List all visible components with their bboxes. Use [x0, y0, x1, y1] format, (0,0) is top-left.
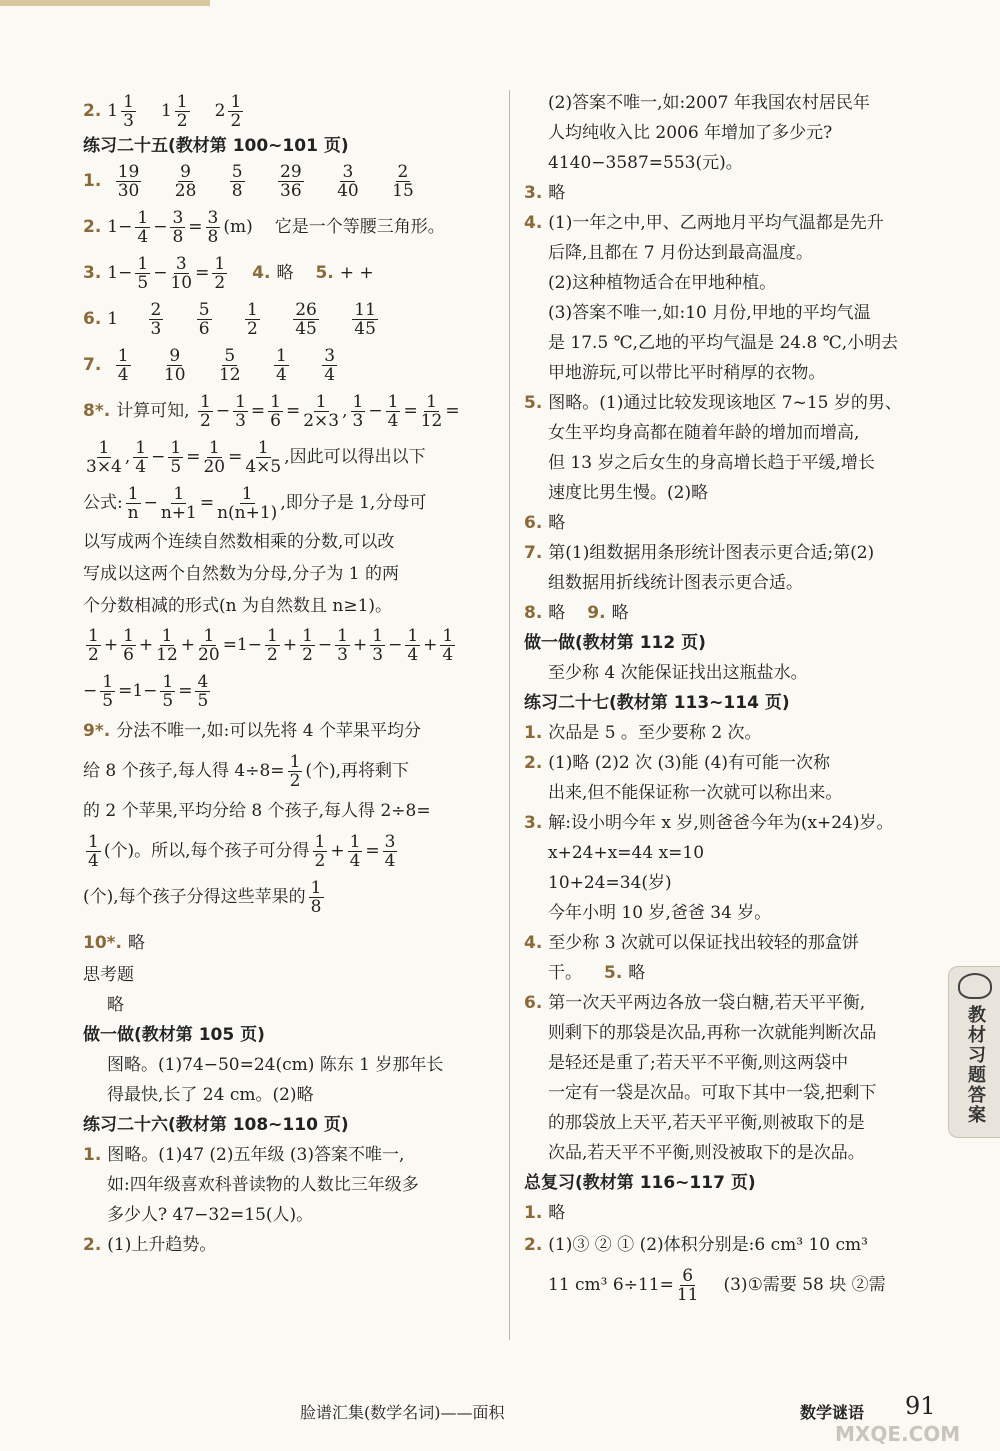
answer-26-4-line1: 4. (1)一年之中,甲、乙两地月平均气温都是先升 — [524, 213, 884, 233]
answer-27-6-line4: 一定有一袋是次品。可取下其中一袋,把剩下 — [548, 1083, 877, 1103]
answer-27-4-5: 干。 5. 略 — [548, 963, 646, 983]
answer-26-5-line2: 女生平均身高都在随着年龄的增加而增高, — [548, 423, 860, 443]
answer-25-6: 6. 1 $\frac{2}{3}$ $\frac{5}{6}$ $\frac{1}{2}$ $\frac{26}{45}$ $\frac{11}{45}$ — [83, 300, 376, 339]
footer-text: 脸谱汇集(数学名词)——面积 — [300, 1403, 505, 1422]
answer-27-3-line4: 今年小明 10 岁,爸爸 34 岁。 — [548, 903, 772, 923]
footer-label: 数学谜语 — [800, 1403, 865, 1422]
answer-25-8-line2: $\frac{1}{3\times 4}$ , $\frac{1}{4}$ − $\frac{1}{5}$ = $\frac{1}{20}$ = $\frac{1}{4\times 5}$ ,因此可以得出以下 — [86, 438, 426, 477]
answer-27-3-line3: 10+24=34(岁) — [548, 873, 672, 893]
section-title-27: 练习二十七(教材第 113~114 页) — [524, 693, 790, 713]
answer-27-4-line1: 4. 至少称 3 次就可以保证找出较轻的那盒饼 — [524, 933, 859, 953]
answer-25-8-line5: 写成以这两个自然数为分母,分子为 1 的两 — [83, 564, 400, 584]
answer-25-8-line3: 公式: $\frac{1}{n}$ − $\frac{1}{n+1}$ = $\frac{1}{n(n+1)}$ ,即分子是 1,分母可 — [83, 484, 427, 523]
answer-26-5-line3: 但 13 岁之后女生的身高增长趋于平缓,增长 — [548, 453, 875, 473]
page-number: 91 — [905, 1392, 936, 1420]
watermark: MXQE.COM — [835, 1422, 961, 1446]
answer-25-9-line2: 给 8 个孩子,每人得 4÷8= $\frac{1}{2}$ (个),再将剩下 — [83, 752, 410, 791]
answer-26-8-9: 8. 略 9. 略 — [524, 603, 629, 623]
answer-27-2-line1: 2. (1)略 (2)2 次 (3)能 (4)有可能一次称 — [524, 753, 831, 773]
answer-25-8-line6: 个分数相减的形式(n 为自然数且 n≥1)。 — [83, 596, 393, 616]
side-tab — [948, 966, 1000, 1138]
answer-27-6-line5: 的那袋放上天平,若天平平衡,则被取下的是 — [548, 1113, 865, 1133]
section-title-112: 做一做(教材第 112 页) — [524, 633, 706, 653]
answer-26-4-line6: 甲地游玩,可以带比平时稍厚的衣物。 — [548, 363, 826, 383]
answer-26-1-line2: 如:四年级喜欢科普读物的人数比三年级多 — [107, 1175, 419, 1195]
answer-25-9-line4: $\frac{1}{4}$ (个)。所以,每个孩子可分得 $\frac{1}{2}$ + $\frac{1}{4}$ = $\frac{3}{4}$ — [88, 832, 396, 871]
answer-25-3: 3. 1− $\frac{1}{5}$ − $\frac{3}{10}$ = $\frac{1}{2}$ 4. 略 5. + + — [83, 254, 374, 293]
answer-26-4-line2: 后降,且都在 7 月份达到最高温度。 — [548, 243, 814, 263]
answer-25-8-line7: $\frac{1}{2}$ + $\frac{1}{6}$ + $\frac{1}{12}$ + $\frac{1}{20}$ =1− $\frac{1}{2}$ + $\frac{1}{2}$ − $\frac{1}{3}$ + $\frac{1}{3}$ − $\frac{1}{4}$ + $\frac{1}{4}$ — [88, 626, 454, 665]
answer-review-1: 1. 略 — [524, 1203, 566, 1223]
answer-26-2-2-line2: 人均纯收入比 2006 年增加了多少元? — [548, 123, 833, 143]
answer-25-8-line8: − $\frac{1}{5}$ =1− $\frac{1}{5}$ = $\frac{4}{5}$ — [83, 672, 209, 711]
answer-25-7: 7. $\frac{1}{4}$ $\frac{9}{10}$ $\frac{5}{12}$ $\frac{1}{4}$ $\frac{3}{4}$ — [83, 346, 336, 385]
section-title-26: 练习二十六(教材第 108~110 页) — [83, 1115, 349, 1135]
answer-2: 2. 1 $\frac{1}{3}$ 1 $\frac{1}{2}$ 2 $\frac{1}{2}$ — [83, 92, 242, 131]
answer-25-9-line5: (个),每个孩子分得这些苹果的 $\frac{1}{8}$ — [83, 878, 322, 917]
answer-27-6-line2: 则剩下的那袋是次品,再称一次就能判断次品 — [548, 1023, 877, 1043]
answer-27-3-line1: 3. 解:设小明今年 x 岁,则爸爸今年为(x+24)岁。 — [524, 813, 894, 833]
answer-26-4-line3: (2)这种植物适合在甲地种植。 — [548, 273, 777, 293]
section-title-review: 总复习(教材第 116~117 页) — [524, 1173, 756, 1193]
answer-26-5-line1: 5. 图略。(1)通过比较发现该地区 7~15 岁的男、 — [524, 393, 902, 413]
left-column — [83, 88, 491, 1260]
answer-27-2-line2: 出来,但不能保证称一次就可以称出来。 — [548, 783, 843, 803]
think-question-title: 思考题 — [83, 965, 134, 985]
answer-26-1-line1: 1. 图略。(1)47 (2)五年级 (3)答案不唯一, — [83, 1145, 405, 1165]
answer-27-6-line1: 6. 第一次天平两边各放一袋白糖,若天平平衡, — [524, 993, 866, 1013]
think-question-answer: 略 — [107, 995, 124, 1015]
answer-25-1: 1. $\frac{19}{30}$ $\frac{9}{28}$ $\frac{5}{8}$ $\frac{29}{36}$ $\frac{3}{40}$ $\frac{2}{15}$ — [83, 162, 414, 201]
answer-27-1: 1. 次品是 5 。至少要称 2 次。 — [524, 723, 762, 743]
answer-26-5-line4: 速度比男生慢。(2)略 — [548, 483, 709, 503]
answer-25-8-line4: 以写成两个连续自然数相乘的分数,可以改 — [83, 532, 395, 552]
answer-25-9-line3: 的 2 个苹果,平均分给 8 个孩子,每人得 2÷8= — [83, 801, 431, 821]
answer-26-3: 3. 略 — [524, 183, 566, 203]
answer-26-2-2-line3: 4140−3587=553(元)。 — [548, 153, 743, 173]
answer-26-2: 2. (1)上升趋势。 — [83, 1235, 217, 1255]
right-column — [524, 88, 934, 1308]
answer-review-2-line1: 2. (1)③ ② ① (2)体积分别是:6 cm³ 10 cm³ — [524, 1235, 868, 1255]
answer-105-line2: 得最快,长了 24 cm。(2)略 — [107, 1085, 314, 1105]
section-title-25: 练习二十五(教材第 100~101 页) — [83, 136, 349, 156]
answer-105-line1: 图略。(1)74−50=24(cm) 陈东 1 岁那年长 — [107, 1055, 444, 1075]
answer-112: 至少称 4 次能保证找出这瓶盐水。 — [548, 663, 808, 683]
answer-26-4-line5: 是 17.5 ℃,乙地的平均气温是 24.8 ℃,小明去 — [548, 333, 899, 353]
answer-review-2-line2: 11 cm³ 6÷11= $\frac{6}{11}$ (3)①需要 58 块 ②需 — [548, 1266, 886, 1305]
answer-25-10: 10*. 略 — [83, 933, 146, 953]
section-title-105: 做一做(教材第 105 页) — [83, 1025, 265, 1045]
answer-27-3-line2: x+24+x=44 x=10 — [548, 843, 705, 863]
column-divider — [509, 90, 510, 1340]
side-tab-label: 教材习题答案 — [965, 1005, 986, 1125]
answer-26-4-line4: (3)答案不唯一,如:10 月份,甲地的平均气温 — [548, 303, 871, 323]
answer-26-6: 6. 略 — [524, 513, 566, 533]
answer-25-2: 2. 1− $\frac{1}{4}$ − $\frac{3}{8}$ = $\frac{3}{8}$ (m) 它是一个等腰三角形。 — [83, 208, 445, 247]
face-mask-icon — [958, 973, 992, 999]
top-decor-bar — [0, 0, 210, 6]
answer-26-1-line3: 多少人? 47−32=15(人)。 — [107, 1205, 314, 1225]
answer-26-7-line2: 组数据用折线统计图表示更合适。 — [548, 573, 803, 593]
answer-26-7-line1: 7. 第(1)组数据用条形统计图表示更合适;第(2) — [524, 543, 875, 563]
answer-25-9-line1: 9*. 分法不唯一,如:可以先将 4 个苹果平均分 — [83, 721, 421, 741]
answer-26-2-2-line1: (2)答案不唯一,如:2007 年我国农村居民年 — [548, 93, 870, 113]
answer-27-6-line3: 是轻还是重了;若天平不平衡,则这两袋中 — [548, 1053, 849, 1073]
answer-25-8-line1: 8*. 计算可知, $\frac{1}{2}$ − $\frac{1}{3}$ = $\frac{1}{6}$ = $\frac{1}{2\times 3}$ , $\frac{1}{3}$ − $\frac{1}{4}$ = $\frac{1}{12}$ = — [83, 392, 460, 431]
answer-27-6-line6: 次品,若天平不平衡,则没被取下的是次品。 — [548, 1143, 865, 1163]
